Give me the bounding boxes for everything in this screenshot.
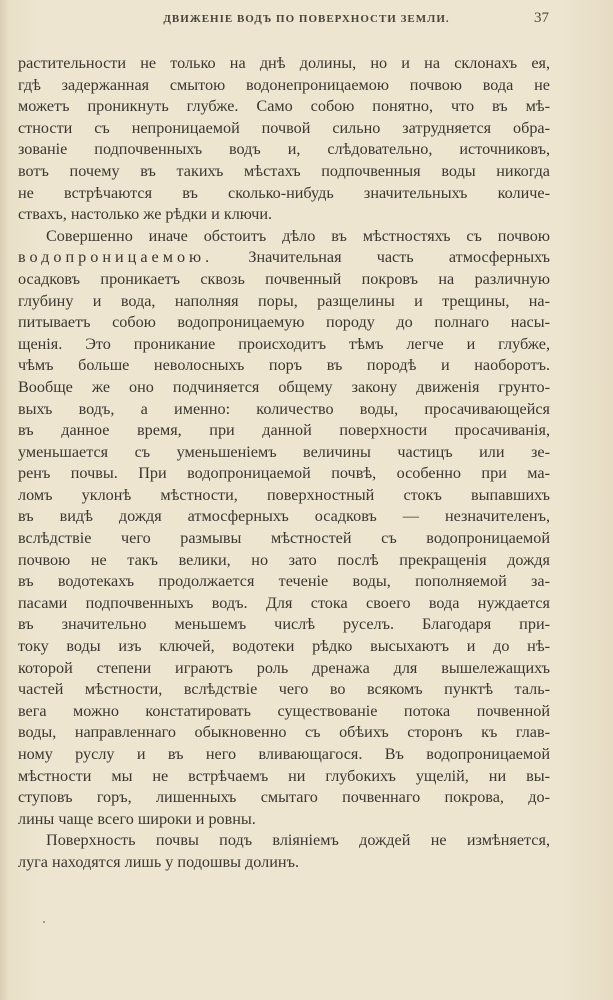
text-line: чѣмъ больше неволосныхъ поръ въ породѣ и наоборотъ.: [18, 356, 550, 375]
text-line: вслѣдствіе чего размывы мѣстностей съ водопроницаемой: [18, 529, 550, 548]
spaced-emphasis: водопроницаемою.: [18, 248, 214, 267]
text-line: луга находятся лишь у подошвы долинъ.: [18, 852, 299, 871]
text-line: питываетъ собою водопроницаемую породу до полнаго насы-: [18, 313, 550, 332]
text-line: частей мѣстности, вслѣдствіе чего во всякомъ пунктѣ таль-: [18, 680, 550, 699]
text-line: ствахъ, настолько же рѣдки и ключи.: [18, 205, 273, 224]
text-line: [18, 247, 550, 269]
text-line: пасами подпочвенныхъ водъ. Для стока своего вода нуждается: [18, 593, 550, 612]
text-line: глубину и вода, наполняя поры, разщелины и трещины, на-: [18, 291, 550, 310]
text-line: ступовъ горъ, лишенныхъ смытаго почвеннаго покрова, до-: [18, 788, 550, 807]
text-line: въ водотекахъ продолжается теченіе воды, пополняемой за-: [18, 572, 550, 591]
text-line: вотъ почему въ такихъ мѣстахъ подпочвенныя воды никогда: [18, 161, 550, 180]
text-line: ренъ почвы. При водопроницаемой почвѣ, особенно при ма-: [18, 464, 550, 483]
text-line: ломъ уклонѣ мѣстности, поверхностный стокъ выпавшихъ: [18, 485, 550, 504]
text-line: стности съ непроницаемой почвой сильно затрудняется обра-: [18, 118, 550, 137]
text-line: воды, направленнаго обыкновенно съ обѣихъ сторонъ къ глав-: [18, 723, 550, 742]
text-line-rest: Значительная часть атмосферныхъ: [248, 248, 550, 267]
page-header: [0, 10, 613, 30]
text-line: гдѣ задержанная смытою водонепроницаемою почвою вода не: [18, 75, 550, 94]
text-line: почвою не такъ велики, но зато послѣ прекращенія дождя: [18, 550, 550, 569]
text-line: осадковъ проникаетъ сквозь почвенный покровъ на различную: [18, 269, 550, 288]
paper-speck: [43, 921, 45, 923]
text-line: не встрѣчаются въ сколько-нибудь значительныхъ количе-: [18, 183, 550, 202]
text-line: лины чаще всего широки и ровны.: [18, 809, 256, 828]
text-line: уменьшается съ уменьшеніемъ величины частицъ или зе-: [18, 442, 550, 461]
page-body: [18, 53, 550, 874]
page-number: 37: [534, 10, 549, 26]
paragraph-3: [18, 830, 550, 873]
text-line: щенія. Это проникание происходитъ тѣмъ легче и глубже,: [18, 334, 550, 353]
paragraph-1: [18, 53, 550, 226]
text-line: выхъ водъ, а именно: количество воды, просачивающейся: [18, 399, 550, 418]
running-title: ДВИЖЕНІЕ ВОДЪ ПО ПОВЕРХНОСТИ ЗЕМЛИ.: [163, 13, 450, 25]
text-line: Вообще же оно подчиняется общему закону движенія грунто-: [18, 377, 550, 396]
text-line: мѣстности мы не встрѣчаемъ ни глубокихъ ущелій, ни вы-: [18, 766, 550, 785]
text-line: Совершенно иначе обстоитъ дѣло въ мѣстностяхъ съ почвою: [46, 226, 550, 245]
text-line: току воды изъ ключей, водотеки рѣдко высыхаютъ и до нѣ-: [18, 637, 550, 656]
text-line: ному руслу и въ него вливающагося. Въ водопроницаемой: [18, 745, 550, 763]
text-line: въ значительно меньшемъ числѣ руселъ. Благодаря при-: [18, 615, 550, 634]
text-line: растительности не только на днѣ долины, но и на склонахъ ея,: [18, 54, 550, 72]
text-line: вега можно констатировать существованіе потока почвенной: [18, 701, 550, 720]
text-line: въ видѣ дождя атмосферныхъ осадковъ — незначителенъ,: [18, 507, 550, 526]
text-line: можетъ проникнуть глубже. Само собою понятно, что въ мѣ-: [18, 97, 550, 116]
text-line: въ данное время, при данной поверхности просачиванія,: [18, 421, 550, 440]
text-line: которой степени играютъ роль дренажа для вышележащихъ: [18, 658, 550, 677]
text-line: Поверхность почвы подъ вліяніемъ дождей не измѣняется,: [46, 831, 550, 850]
text-line: зованіе подпочвенныхъ водъ и, слѣдовательно, источниковъ,: [18, 140, 550, 159]
paragraph-2: [18, 226, 550, 831]
